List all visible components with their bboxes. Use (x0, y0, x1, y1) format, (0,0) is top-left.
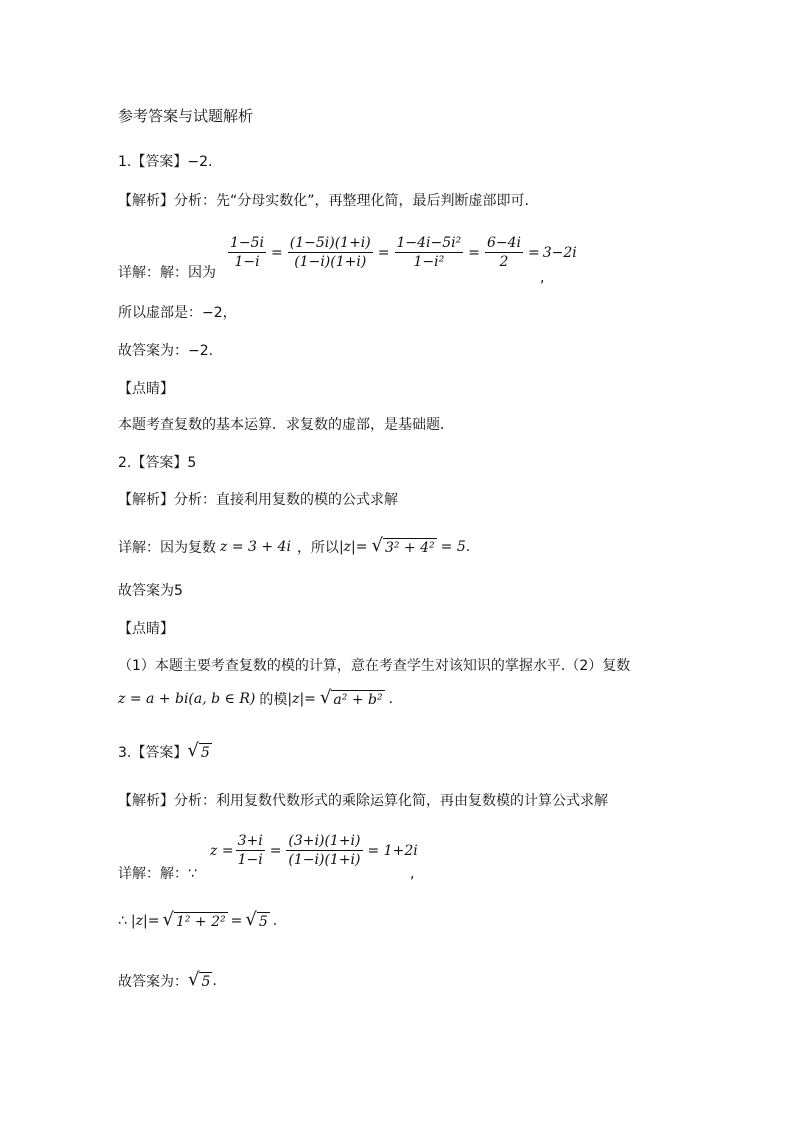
q2-period: . (465, 538, 471, 555)
q3-frac-2-num: (3+i)(1+i) (288, 833, 361, 849)
q2-comment2-expr: z = a + bi(a, b ∈ R) (118, 690, 256, 707)
q2-sqrt-body: 3² + 4² (384, 540, 435, 556)
q2-comment2-abs: |z|= (287, 690, 316, 707)
q1-frac-1-den: 1−i (234, 254, 260, 270)
q1-comment-head: 【点睛】 (118, 381, 174, 397)
q1-frac-4-num: 6−4i (486, 235, 522, 251)
q2-mid: ，所以 (296, 539, 339, 556)
q1-formula (226, 234, 577, 271)
q1-eq-4: = (528, 244, 540, 261)
q1-eq-2: = (377, 244, 390, 261)
q2-sqrt: √ 3² + 4² (371, 535, 435, 556)
q2-detail-prefix: 详解：因为复数 (118, 539, 216, 556)
q3-therefore: ∴ (118, 912, 127, 929)
q2-comment2-sqrt: √ a² + b² (319, 687, 383, 708)
q3-frac-1-num: 3+i (237, 833, 263, 849)
q3-eq-1: = (269, 842, 282, 859)
q1-frac-1-num: 1−5i (230, 235, 265, 251)
q3-result: = 1+2i (367, 842, 418, 859)
q3-formula (210, 832, 418, 869)
q3-frac-1 (236, 832, 265, 869)
q1-frac-4 (485, 234, 523, 271)
q3-answer-sqrt-body: 5 (200, 745, 210, 761)
q1-frac-1 (228, 234, 266, 271)
q3-final-sqrt-body: 5 (201, 974, 211, 990)
q2-answer: 2.【答案】5 (118, 455, 197, 471)
q1-analysis: 【解析】分析：先“分母实数化”，再整理化简，最后判断虚部即可. (118, 193, 529, 209)
q3-abs-lhs: |z|= (130, 912, 160, 929)
q1-frac-3-num: 1−4i−5i² (396, 235, 462, 251)
q1-frac-2-den: (1−i)(1+i) (294, 254, 367, 270)
q1-detail-prefix: 详解：解：因为 (118, 265, 216, 281)
q3-sqrt-2: √ 5 (245, 909, 268, 930)
q1-frac-4-den: 2 (499, 254, 509, 270)
q1-detail-suffix: , (540, 270, 545, 286)
q3-eq-2: = (230, 912, 243, 929)
q2-comment-head: 【点睛】 (118, 621, 174, 637)
q3-detail-suffix: , (410, 866, 415, 882)
q1-frac-2 (288, 234, 373, 271)
q2-comment2-sqrt-body: a² + b² (333, 692, 383, 708)
q3-modulus (118, 910, 277, 931)
q2-comment-2 (118, 688, 393, 709)
q2-comment2-mid: 的模 (259, 691, 288, 708)
q3-answer-prefix: 3.【答案】 (118, 744, 188, 761)
q2-comment-1: （1）本题主要考查复数的模的计算，意在考查学生对该知识的掌握水平.（2）复数 (118, 658, 631, 674)
q3-sqrt-2-body: 5 (258, 914, 268, 930)
q2-detail (118, 536, 470, 557)
q3-sqrt: √ 1² + 2² (162, 909, 226, 930)
q1-final: 故答案为：−2. (118, 343, 214, 359)
q3-final-sqrt: √ 5 (188, 969, 211, 990)
q3-period: . (272, 912, 278, 929)
q3-lhs: z = (210, 842, 234, 859)
q1-answer: 1.【答案】−2. (118, 154, 213, 170)
q1-result: 3−2i (542, 244, 577, 261)
page-title: 参考答案与试题解析 (118, 107, 254, 125)
q3-final-end: . (212, 972, 217, 989)
q2-abs-lhs: |z|= (338, 538, 368, 555)
q1-frac-2-num: (1−5i)(1+i) (289, 235, 371, 251)
q2-analysis: 【解析】分析：直接利用复数的模的公式求解 (118, 492, 398, 508)
q3-analysis: 【解析】分析：利用复数代数形式的乘除运算化简，再由复数模的计算公式求解 (118, 793, 608, 809)
q3-final (118, 970, 217, 991)
q1-eq-1: = (271, 244, 283, 261)
q1-eq-3: = (468, 244, 480, 261)
q2-final: 故答案为5 (118, 583, 183, 599)
q3-detail-prefix: 详解：解：∵ (118, 866, 197, 882)
q1-imag-part: 所以虚部是：−2， (118, 305, 237, 321)
q2-rhs: = 5 (440, 538, 466, 555)
q1-frac-3 (395, 234, 464, 271)
q2-comment2-end: . (388, 690, 394, 707)
q3-sqrt-body: 1² + 2² (175, 914, 226, 930)
q3-frac-2-den: (1−i)(1+i) (288, 852, 361, 868)
q2-z-expr: z = 3 + 4i (220, 538, 291, 555)
q3-frac-2 (286, 832, 362, 869)
q3-answer (118, 741, 212, 762)
q1-comment: 本题考查复数的基本运算．求复数的虚部，是基础题． (118, 417, 454, 433)
q3-answer-sqrt: √ 5 (187, 740, 210, 761)
q3-frac-1-den: 1−i (237, 852, 263, 868)
q3-final-prefix: 故答案为： (118, 973, 188, 990)
q1-frac-3-den: 1−i² (413, 254, 445, 270)
